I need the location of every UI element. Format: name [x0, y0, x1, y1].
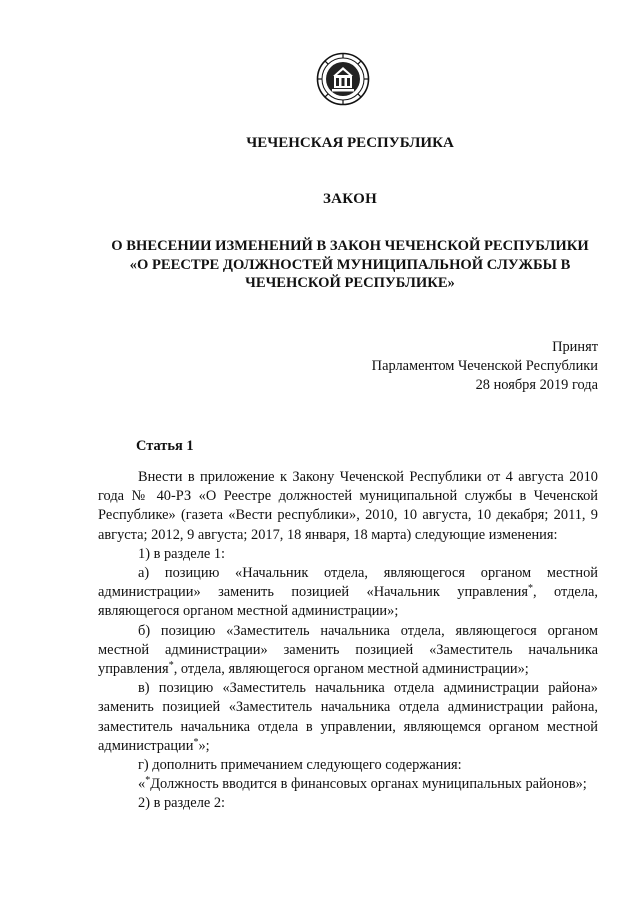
note-open-quote: « — [138, 776, 146, 793]
item-a-text-end: , отдела, являющегося органом местной администрации»; — [98, 584, 598, 620]
item-a-text: а) позицию «Начальник отдела, являющегося органом местной администрации» заменить позицией «Начальник управления — [98, 565, 598, 601]
item-b-text: б) позицию «Заместитель начальника отдела, являющегося органом местной администрации» заменить позицией «Заместитель начальника управления — [98, 622, 598, 678]
item-b-paragraph — [98, 622, 598, 680]
law-title-line-1: О ВНЕСЕНИИ ИЗМЕНЕНИЙ В ЗАКОН ЧЕЧЕНСКОЙ РЕСПУБЛИКИ — [111, 238, 589, 254]
item-v-paragraph — [98, 679, 598, 756]
article-heading: Статья 1 — [136, 438, 194, 454]
item-v-text: в) позицию «Заместитель начальника отдела администрации района» заменить позицией «Заместитель начальника отдела администрации района, заместитель начальника отдела в управлении, являющемся органом местной администрации — [98, 680, 598, 754]
item-a-paragraph — [98, 564, 598, 622]
asterisk-mark: * — [168, 660, 174, 672]
item-g-paragraph: г) дополнить примечанием следующего содержания: — [138, 757, 462, 774]
adoption-date: 28 ноября 2019 года — [475, 377, 598, 393]
asterisk-mark: * — [145, 775, 151, 787]
asterisk-mark: * — [527, 583, 533, 595]
article-intro-paragraph: Внести в приложение к Закону Чеченской Республики от 4 августа 2010 года № 40-РЗ «О Реестре должностей муниципальной службы в Чеченской Республике» (газета «Вести республики», 2010, 10 августа, 10 декабря; 2011, 9 августа; 2012, 9 августа; 2017, 18 января, 18 марта) следующие изменения: — [98, 469, 598, 543]
article-body — [98, 468, 598, 814]
law-title-line-3: ЧЕЧЕНСКОЙ РЕСПУБЛИКЕ» — [245, 275, 455, 291]
adoption-label: Принят — [552, 339, 598, 355]
note-paragraph — [98, 775, 598, 794]
document-type: ЗАКОН — [322, 191, 378, 207]
item-b-text-end: , отдела, являющегося органом местной администрации»; — [173, 661, 529, 678]
adoption-body: Парламентом Чеченской Республики — [371, 358, 598, 374]
section-1-label: 1) в разделе 1: — [138, 545, 226, 562]
section-2-label: 2) в разделе 2: — [138, 795, 226, 812]
item-v-text-end: »; — [198, 737, 210, 754]
note-text: Должность вводится в финансовых органах муниципальных районов»; — [150, 776, 587, 793]
asterisk-mark: * — [193, 736, 199, 748]
law-title — [96, 237, 604, 293]
adoption-block — [372, 338, 598, 395]
law-title-line-2: «О РЕЕСТРЕ ДОЛЖНОСТЕЙ МУНИЦИПАЛЬНОЙ СЛУЖБЫ В — [129, 256, 571, 273]
republic-name: ЧЕЧЕНСКАЯ РЕСПУБЛИКА — [246, 135, 454, 151]
coat-of-arms-emblem-icon — [316, 52, 370, 106]
